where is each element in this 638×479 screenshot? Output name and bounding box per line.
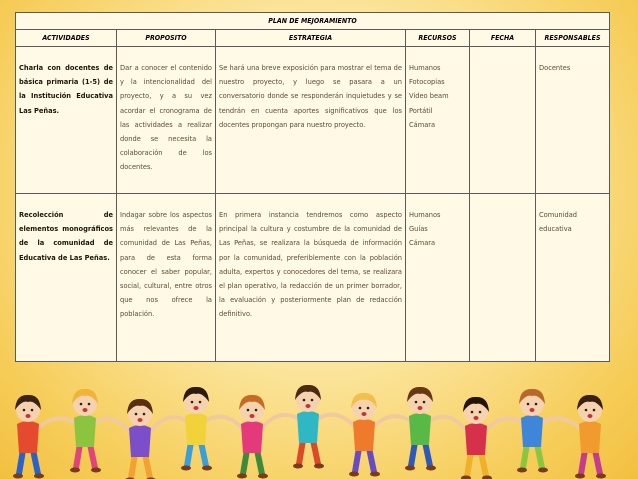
header-proposito: PROPOSITO [117,30,216,47]
children-holding-hands-illustration [0,368,638,479]
cell-recursos: Humanos Guías Cámara [406,194,470,362]
cell-estrategia: Se hará una breve exposición para mostrar el tema de nuestro proyecto, y luego se pasara a un conversatorio donde se responderán inquietudes y se tendrán en cuenta aportes significativos que los docentes propongan para nuestro proyecto. [216,47,406,194]
header-responsables: RESPONSABLES [536,30,610,47]
header-actividades: ACTIVIDADES [16,30,117,47]
cell-recursos: Humanos Fotocopias Video beam Portátil Cámara [406,47,470,194]
header-estrategia: ESTRATEGIA [216,30,406,47]
child-figure [70,389,132,473]
child-figure [293,385,356,469]
cell-responsables: Comunidad educativa [536,194,610,362]
table-row [16,47,610,194]
child-figure [405,387,468,471]
child-figure [125,399,188,479]
table-row [16,194,610,362]
cell-actividades: Recolección de elementos monográficos de la comunidad de Educativa de Las Peñas. [16,194,117,362]
cell-proposito: Dar a conocer el contenido y la intencionalidad del proyecto, y a su vez acordar el cronograma de las actividades a realizar donde se necesita la colaboración de los docentes. [117,47,216,194]
child-figure [461,397,524,479]
child-figure [517,389,582,473]
cell-fecha [470,47,536,194]
cell-actividades: Charla con docentes de básica primaria (1-5) de la Institución Educativa Las Peñas. [16,47,117,194]
cell-fecha [470,194,536,362]
child-figure [349,393,412,477]
improvement-plan-table [15,12,610,362]
child-figure [237,395,300,479]
header-row [16,30,610,47]
child-figure [575,395,606,479]
child-figure [181,387,244,471]
header-fecha: FECHA [470,30,536,47]
cell-estrategia: En primera instancia tendremos como aspecto principal la cultura y costumbre de la comunidad de Las Peñas, se realizara la búsqueda de información por la comunidad, preferiblemente con la población adulta, expertos y conocedores del tema, se realizara el plan operativo, la redacción de un primer borrador, la evaluación y posteriormente plan de redacción definitivo. [216,194,406,362]
header-recursos: RECURSOS [406,30,470,47]
child-figure [13,395,77,479]
table-title: PLAN DE MEJORAMIENTO [16,13,610,30]
cell-proposito: Indagar sobre los aspectos más relevantes de la comunidad de Las Peñas, para de esta forma conocer el saber popular, social, cultural, entre otros que nos ofrece la población. [117,194,216,362]
cell-responsables: Docentes [536,47,610,194]
